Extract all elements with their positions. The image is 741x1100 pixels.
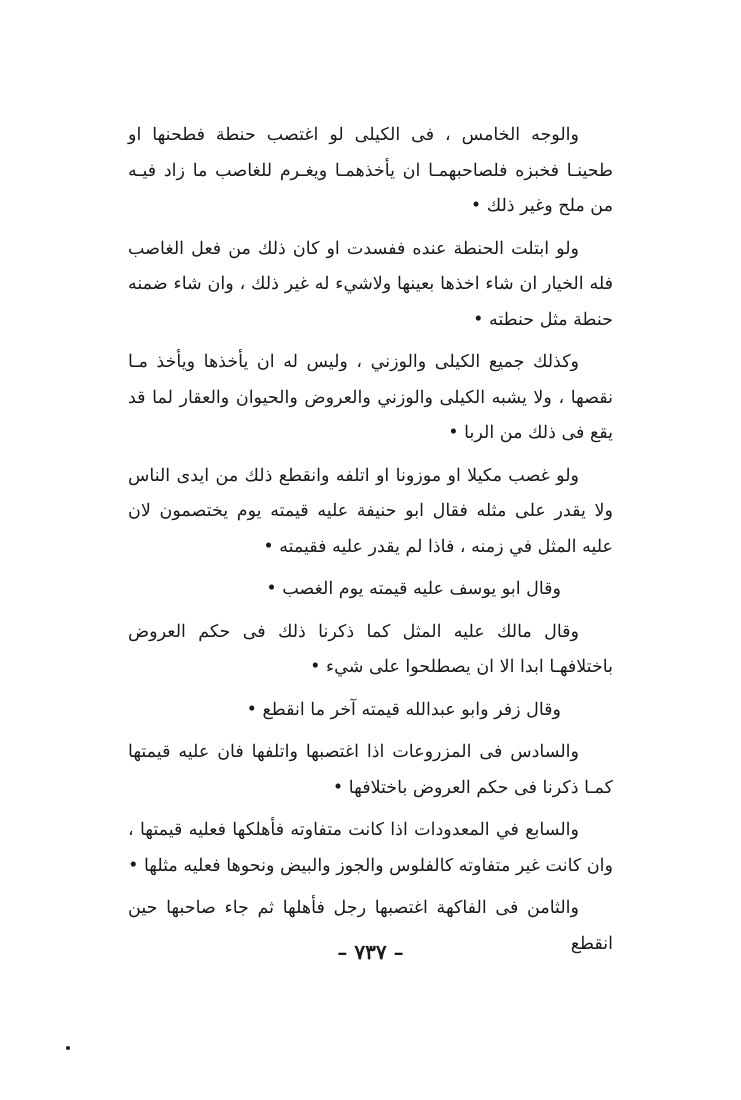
paragraph-fifth-aspect: والوجه الخامس ، فى الكيلى لو اغتصب حنطة فطحنها او طحينـا فخبزه فلصاحبهمـا ان يأخذهمـا ويغـرم للغاصب ما زاد فيـه من ملح وغير ذلك • [128, 125, 613, 216]
paragraph-abu-hanifa: ولو غصب مكيلا او موزونا او اتلفه وانقطع ذلك من ايدى الناس ولا يقدر على مثله فقال ابو حنيفة عليه قيمته يوم يختصمون لان عليه المثل في زمنه ، فاذا لم يقدر عليه فقيمته • [128, 465, 613, 557]
scan-speck [66, 1046, 70, 1050]
paragraph-seventh-countables: والسابع في المعدودات اذا كانت متفاوته فأهلكها فعليه قيمتها ، وان كانت غير متفاوته كالفلوس والجوز والبيض ونحوها فعليه مثلها • [128, 820, 613, 876]
paragraph-abu-yusuf: وقال ابو يوسف عليه قيمته يوم الغصب • [266, 579, 561, 599]
page-number: – ٧٣٧ – [337, 940, 404, 964]
paragraph-eighth-fruit: والثامن فى الفاكهة اغتصبها رجل فأهلها ثم جاء صاحبها حين انقطع [128, 898, 613, 954]
paragraph-malik: وقال مالك عليه المثل كما ذكرنا ذلك فى حكم العروض باختلافهـا ابدا الا ان يصطلحوا على شيء • [128, 621, 613, 677]
paragraph-zufar: وقال زفر وابو عبدالله قيمته آخر ما انقطع • [246, 699, 561, 720]
paragraph-sixth-crops: والسادس فى المزروعات اذا اغتصبها واتلفها فان عليه قيمتها كمـا ذكرنا فى حكم العروض باختلافها • [128, 742, 613, 798]
paragraph-spoiled-wheat: ولو ابتلت الحنطة عنده ففسدت او كان ذلك من فعل الغاصب فله الخيار ان شاء اخذها بعينها ولاشيء له غير ذلك ، وان شاء ضمنه حنطة مثل حنطته • [128, 238, 613, 330]
paragraph-measured-weighed: وكذلك جميع الكيلى والوزني ، وليس له ان يأخذها ويأخذ مـا نقصها ، ولا يشبه الكيلى والوزني والعروض والحيوان والعقار لما قد يقع فى ذلك من الربا • [128, 352, 613, 443]
body-text [128, 118, 613, 969]
